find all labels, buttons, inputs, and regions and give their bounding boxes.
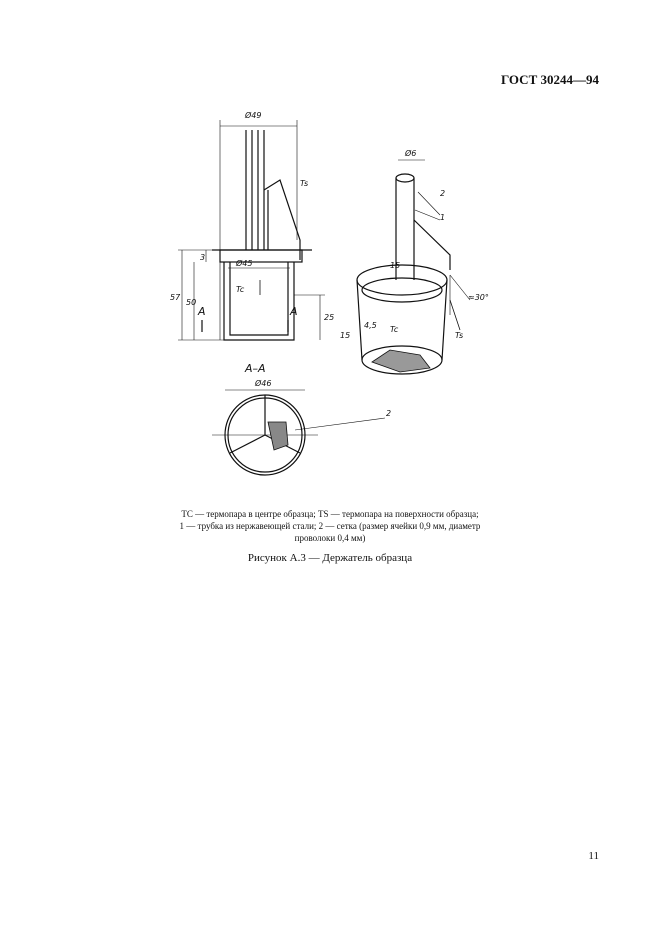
leader-2: [418, 192, 440, 215]
section-label-right: A: [290, 305, 298, 318]
spoke: [230, 435, 265, 453]
basket-side: [442, 280, 447, 360]
callout-2-top: 2: [440, 189, 446, 198]
callout-2-bottom: 2: [386, 409, 392, 418]
section-title: A–A: [245, 362, 266, 375]
basket-ring: [362, 278, 442, 302]
document-code: ГОСТ 30244—94: [500, 72, 599, 87]
basket-top-ring: [220, 250, 302, 262]
dim-label-50: 50: [186, 298, 197, 307]
dim-label-45: Ø45: [236, 259, 253, 268]
basket-body: [224, 262, 294, 340]
wire-ts: [414, 220, 450, 270]
dim-label-15: 15: [340, 331, 351, 340]
technical-drawing: [150, 100, 530, 500]
legend-line-3: проволоки 0,4 мм): [294, 533, 366, 543]
dim-label-45-side: 4,5: [364, 321, 377, 330]
figure-legend: [150, 508, 510, 544]
legend-line-2: 1 — трубка из нержавеющей стали; 2 — сетка (размер ячейки 0,9 мм, диаметр: [179, 521, 481, 531]
tc-label: Tc: [236, 285, 245, 294]
page-number: 11: [588, 850, 599, 862]
dim-label-57: 57: [170, 293, 181, 302]
legend-line-1: TC — термопара в центре образца; TS — термопара на поверхности образца;: [181, 509, 479, 519]
dim-label-15-top: 15: [390, 261, 401, 270]
mesh-patch: [268, 422, 288, 450]
figure-title: Рисунок А.3 — Держатель образца: [247, 552, 413, 564]
ts-leader: [450, 300, 460, 330]
basket-top-ellipse: [357, 265, 447, 295]
dim-label-49: Ø49: [245, 111, 262, 120]
angle-line: [450, 275, 470, 300]
tube-top: [396, 174, 414, 182]
ts-label: Ts: [300, 179, 309, 188]
dim-label-6: Ø6: [405, 149, 417, 158]
leader-2: [295, 418, 385, 430]
angle-label: ≈30°: [468, 293, 489, 302]
section-label-left: A: [198, 305, 206, 318]
dim-label-25: 25: [324, 313, 335, 322]
ts-label-right: Ts: [455, 331, 464, 340]
tc-label-right: Tc: [390, 325, 399, 334]
sample-holder-drawing: [150, 100, 530, 500]
wire-ts: [264, 180, 300, 260]
dim-label-46: Ø46: [255, 379, 272, 388]
mesh: [372, 350, 430, 372]
basket-side: [357, 280, 362, 360]
basket-inner: [230, 262, 288, 335]
callout-1: 1: [440, 213, 446, 222]
dim-label-3: 3: [200, 253, 206, 262]
